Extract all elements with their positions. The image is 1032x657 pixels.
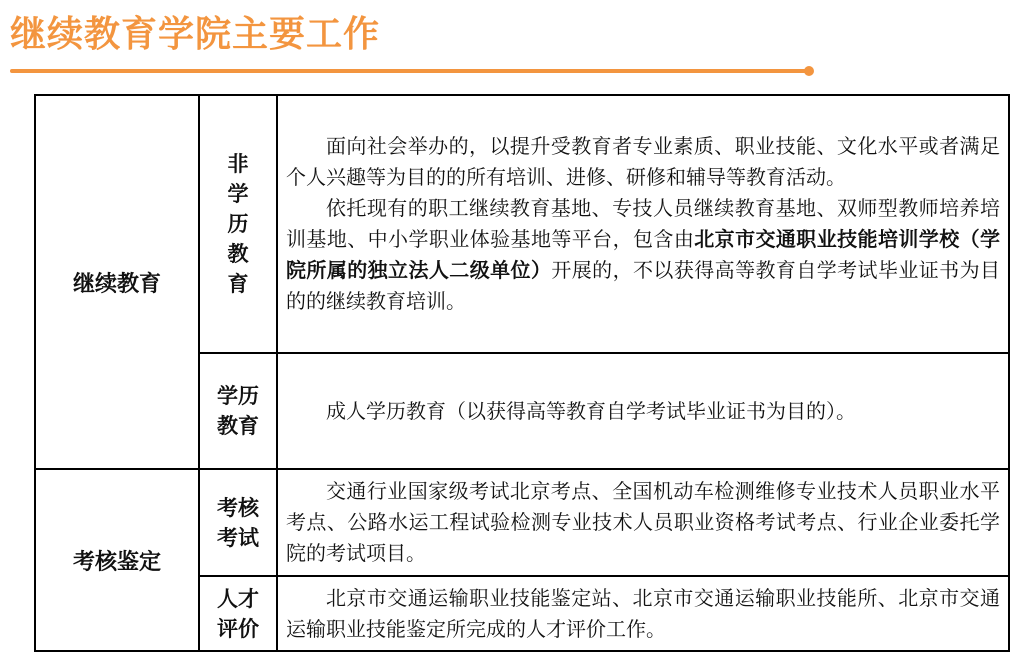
description-text: 依托现有的职工继续教育基地、专技人员继续教育基地、双师型教师培养培训基地、中小学职业体验基地等平台，包含由 [286, 196, 1000, 251]
subcategory-cell-degree [199, 353, 277, 469]
highlight-school-name: 北京市交通职业技能培训学校（学院所属的独立法人二级单位） [286, 227, 1001, 282]
table-row [35, 469, 1009, 576]
description-cell-degree [277, 353, 1009, 469]
description-text: 开展的，不以获得高等教育自学考试毕业证书为目的的继续教育培训。 [286, 258, 1001, 313]
description-paragraph: 面向社会举办的，以提升受教育者专业素质、职业技能、文化水平或者满足个人兴趣等为目的的所有培训、进修、研修和辅导等教育活动。 [286, 134, 1000, 189]
description-cell-exams [277, 469, 1009, 576]
subcategory-label: 考核考试 [217, 495, 259, 550]
description-cell-non-degree [277, 95, 1009, 353]
subcategory-cell-talent-evaluation [199, 576, 277, 651]
category-cell-assessment [35, 469, 199, 651]
subcategory-label: 人才评价 [217, 586, 259, 641]
category-label: 考核鉴定 [72, 549, 161, 575]
work-table [34, 94, 1010, 652]
title-underline [10, 69, 810, 73]
description-cell-talent-evaluation [277, 576, 1009, 651]
description-paragraph: 北京市交通运输职业技能鉴定站、北京市交通运输职业技能所、北京市交通运输职业技能鉴定所完成的人才评价工作。 [286, 585, 1000, 641]
description-paragraph [286, 193, 1000, 317]
subcategory-label: 非学历教育 [227, 152, 249, 296]
category-cell-continuing-education [35, 95, 199, 469]
description-paragraph: 交通行业国家级考试北京考点、全国机动车检测维修专业技术人员职业水平考点、公路水运工程试验检测专业技术人员职业资格考试考点、行业企业委托学院的考试项目。 [286, 479, 1000, 565]
table-row [35, 95, 1009, 353]
description-paragraph: 成人学历教育（以获得高等教育自学考试毕业证书为目的）。 [326, 398, 856, 423]
category-label: 继续教育 [72, 271, 161, 297]
subcategory-label: 学历教育 [217, 384, 259, 438]
subcategory-cell-non-degree [199, 95, 277, 353]
subcategory-cell-exams [199, 469, 277, 576]
page-title: 继续教育学院主要工作 [10, 14, 381, 55]
title-underline-dot [804, 66, 814, 76]
